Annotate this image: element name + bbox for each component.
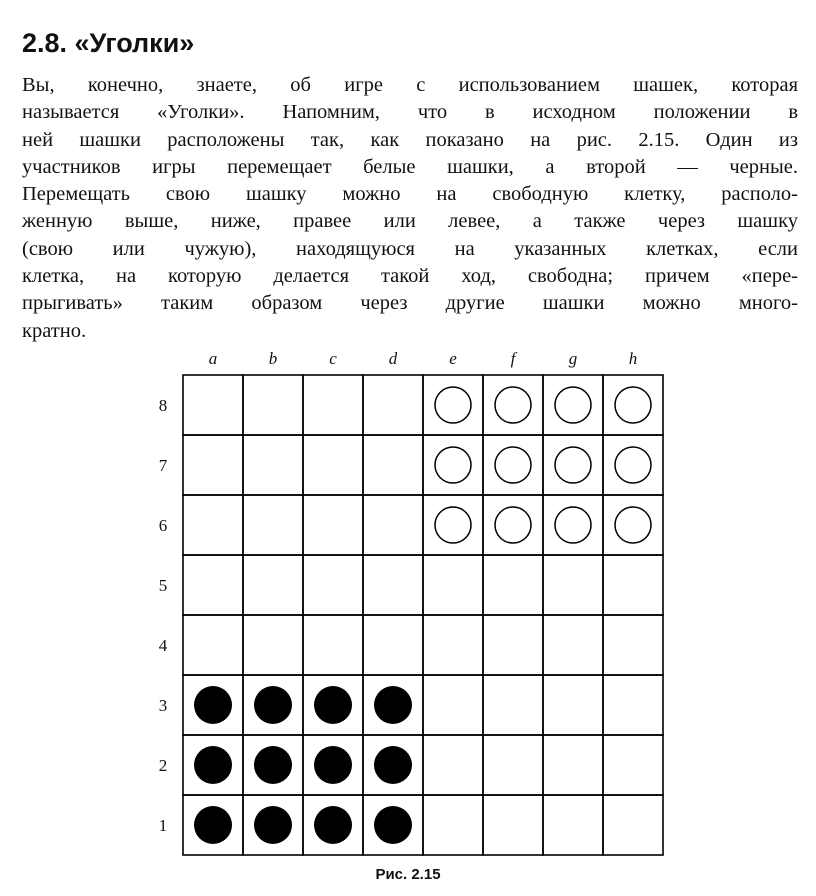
paragraph-line: женную выше, ниже, правее или левее, а также через шашку [22,210,798,233]
paragraph-line: участников игры перемещает белые шашки, а второй — черные. [22,155,798,178]
board-cell-b7 [243,435,303,495]
board-cell-d4 [363,615,423,675]
row-label-2: 2 [158,756,168,775]
figure-caption: Рис. 2.15 [375,866,441,883]
board-cell-e1 [423,795,483,855]
black-piece-d1 [374,806,412,844]
paragraph-line: клетка, на которую делается такой ход, свободна; причем «пере- [22,265,798,288]
white-piece-e8 [435,387,471,423]
board-cell-a5 [183,555,243,615]
board-cell-a7 [183,435,243,495]
board-cell-d7 [363,435,423,495]
board-cell-c8 [303,375,363,435]
black-piece-b1 [254,806,292,844]
black-piece-c1 [314,806,352,844]
board-cell-h1 [603,795,663,855]
white-piece-h7 [615,447,651,483]
board-cell-b6 [243,495,303,555]
white-piece-h8 [615,387,651,423]
board-cell-b4 [243,615,303,675]
board-cell-c4 [303,615,363,675]
board-cell-d6 [363,495,423,555]
board-cell-a6 [183,495,243,555]
board-cell-b5 [243,555,303,615]
paragraph-line: Перемещать свою шашку можно на свободную клетку, располо- [22,183,798,206]
section-title: 2.8. «Уголки» [22,28,195,58]
black-piece-a1 [194,806,232,844]
board-cell-e2 [423,735,483,795]
board-cell-c6 [303,495,363,555]
board-cell-g5 [543,555,603,615]
white-piece-g8 [555,387,591,423]
board-cell-f3 [483,675,543,735]
black-piece-a2 [194,746,232,784]
board-cell-h2 [603,735,663,795]
column-label-f: f [510,349,516,368]
board-cell-e5 [423,555,483,615]
paragraph-line: кратно. [22,319,87,342]
paragraph-line: Вы, конечно, знаете, об игре с использованием шашек, которая [22,74,798,96]
black-piece-a3 [194,686,232,724]
white-piece-e7 [435,447,471,483]
board-cell-d5 [363,555,423,615]
column-label-g: g [568,349,578,368]
board-cell-a4 [183,615,243,675]
paragraph-line: ней шашки расположены так, как показано на рис. 2.15. Один из [22,128,798,151]
board-cell-e4 [423,615,483,675]
black-piece-d2 [374,746,412,784]
white-piece-h6 [615,507,651,543]
column-label-e: e [449,349,457,368]
board-cell-c5 [303,555,363,615]
row-label-7: 7 [158,456,168,475]
board-cell-h3 [603,675,663,735]
board-cell-e3 [423,675,483,735]
board-cell-c7 [303,435,363,495]
black-piece-b3 [254,686,292,724]
board-cell-f2 [483,735,543,795]
black-piece-d3 [374,686,412,724]
black-piece-c3 [314,686,352,724]
column-label-h: h [628,349,638,368]
board-cell-f5 [483,555,543,615]
board-cell-g1 [543,795,603,855]
white-piece-f6 [495,507,531,543]
black-piece-c2 [314,746,352,784]
paragraph-line: называется «Уголки». Напомним, что в исходном положении в [22,101,798,124]
column-label-b: b [268,349,278,368]
paragraph-line: (свою или чужую), находящуюся на указанных клетках, если [22,237,798,260]
row-label-1: 1 [158,816,168,835]
board-cell-a8 [183,375,243,435]
column-label-d: d [388,349,398,368]
paragraph-line: прыгивать» таким образом через другие шашки можно много- [22,292,798,315]
white-piece-f7 [495,447,531,483]
board-cell-b8 [243,375,303,435]
column-label-c: c [329,349,337,368]
row-label-6: 6 [158,516,168,535]
board-cell-f1 [483,795,543,855]
white-piece-e6 [435,507,471,543]
row-label-5: 5 [158,576,168,595]
column-label-a: a [208,349,218,368]
board-cell-f4 [483,615,543,675]
white-piece-g6 [555,507,591,543]
board-cell-d8 [363,375,423,435]
board-cell-g4 [543,615,603,675]
board-cell-h5 [603,555,663,615]
row-label-8: 8 [158,396,168,415]
row-label-4: 4 [158,636,168,655]
board-cell-g2 [543,735,603,795]
white-piece-f8 [495,387,531,423]
board-cell-g3 [543,675,603,735]
white-piece-g7 [555,447,591,483]
row-label-3: 3 [158,696,168,715]
black-piece-b2 [254,746,292,784]
board-cell-h4 [603,615,663,675]
